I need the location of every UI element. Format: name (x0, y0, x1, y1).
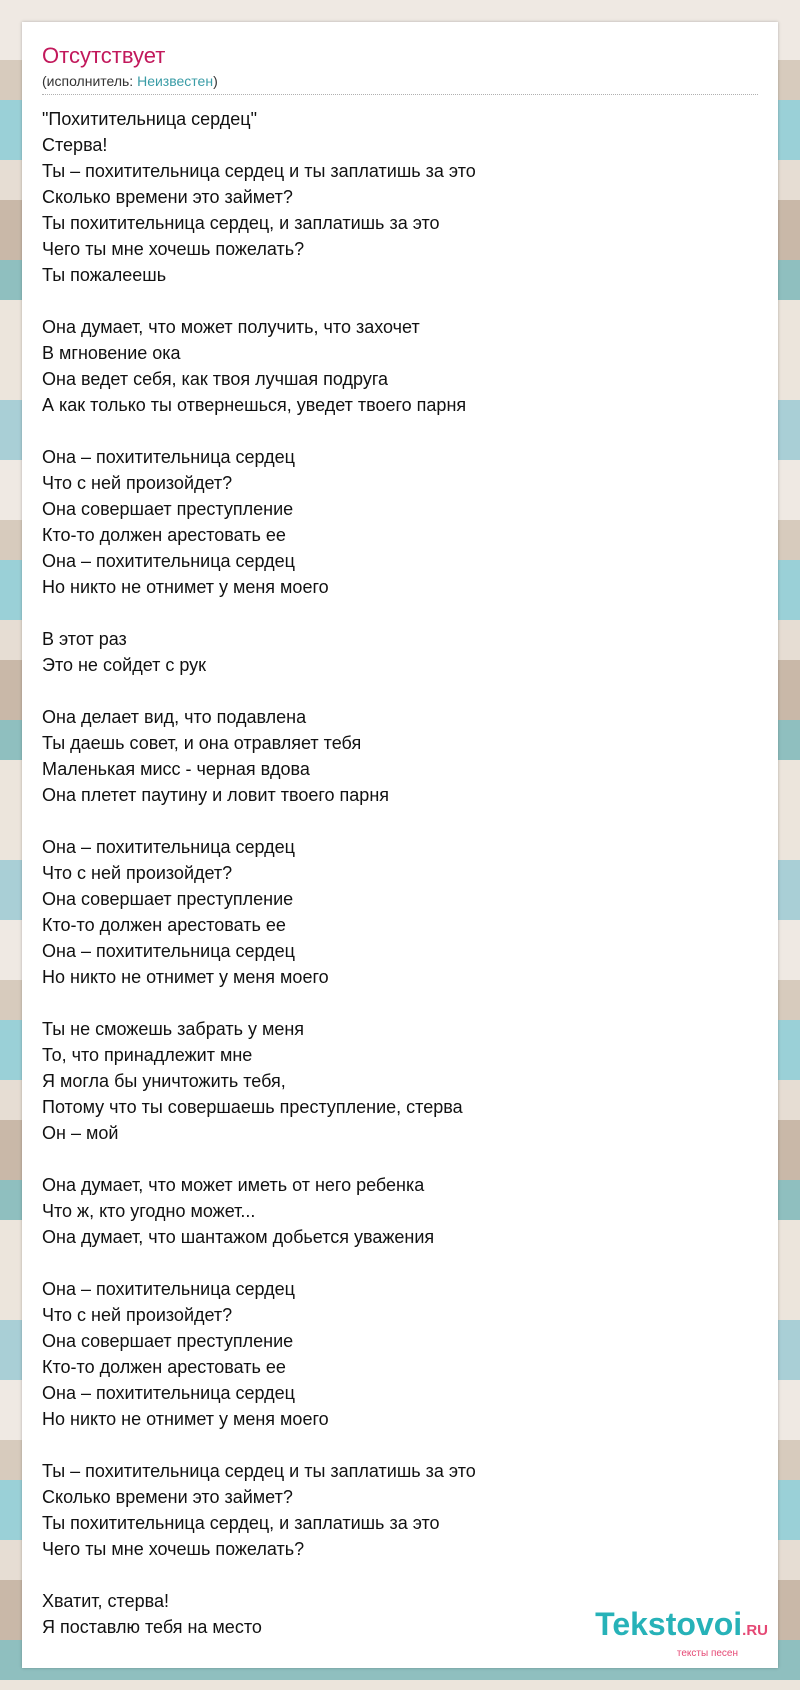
artist-link[interactable]: Неизвестен (137, 73, 214, 89)
lyrics-card (22, 22, 778, 1668)
logo-wordmark (595, 1607, 768, 1648)
lyric-line: А как только ты отвернешься, уведет твоего парня (42, 395, 467, 415)
lyric-line: Она – похитительница сердец (42, 551, 295, 571)
lyric-line: Я поставлю тебя на место (42, 1617, 262, 1637)
lyric-line: Ты – похитительница сердец и ты заплатишь за это (42, 1461, 476, 1481)
logo-tagline: тексты песен (676, 1648, 738, 1659)
lyric-line: "Похитительница сердец" (42, 109, 257, 129)
lyric-line: Она – похитительница сердец (42, 447, 295, 467)
lyric-line: В мгновение ока (42, 343, 181, 363)
lyric-line: То, что принадлежит мне (42, 1045, 253, 1065)
lyric-line: Она – похитительница сердец (42, 837, 295, 857)
lyric-line: Что с ней произойдет? (42, 1305, 233, 1325)
lyric-line: В этот раз (42, 629, 127, 649)
lyric-line: Но никто не отнимет у меня моего (42, 967, 329, 987)
lyric-line: Что с ней произойдет? (42, 473, 233, 493)
lyric-line: Она делает вид, что подавлена (42, 707, 307, 727)
lyric-line: Он – мой (42, 1123, 119, 1143)
lyric-line: Она ведет себя, как твоя лучшая подруга (42, 369, 389, 389)
lyric-line: Она думает, что может получить, что захочет (42, 317, 420, 337)
lyric-line: Кто-то должен арестовать ее (42, 915, 286, 935)
lyric-line: Она – похитительница сердец (42, 941, 295, 961)
lyric-line: Она совершает преступление (42, 889, 294, 909)
lyrics-stanza (42, 1458, 758, 1562)
lyric-line: Ты не сможешь забрать у меня (42, 1019, 305, 1039)
lyrics-stanza (42, 314, 758, 418)
site-logo[interactable] (595, 1607, 768, 1660)
lyrics-stanza (42, 444, 758, 600)
lyric-line: Потому что ты совершаешь преступление, стерва (42, 1097, 463, 1117)
lyric-line: Она – похитительница сердец (42, 1383, 295, 1403)
logo-tld: .RU (742, 1622, 768, 1639)
lyric-line: Сколько времени это займет? (42, 1487, 293, 1507)
lyric-line: Она думает, что шантажом добьется уважения (42, 1227, 435, 1247)
lyric-line: Хватит, стерва! (42, 1591, 169, 1611)
lyric-line: Маленькая мисс - черная вдова (42, 759, 310, 779)
lyric-line: Стерва! (42, 135, 108, 155)
logo-name: Tekstovoi (595, 1606, 743, 1642)
lyrics-stanza (42, 834, 758, 990)
lyrics-stanza (42, 1172, 758, 1250)
lyric-line: Ты похитительница сердец, и заплатишь за это (42, 213, 440, 233)
lyric-line: Что с ней произойдет? (42, 863, 233, 883)
lyric-line: Сколько времени это займет? (42, 187, 293, 207)
lyric-line: Ты похитительница сердец, и заплатишь за это (42, 1513, 440, 1533)
lyric-line: Чего ты мне хочешь пожелать? (42, 239, 305, 259)
lyric-line: Это не сойдет с рук (42, 655, 207, 675)
byline-prefix: (исполнитель: (42, 73, 138, 89)
title-divider (42, 94, 758, 95)
lyric-line: Ты – похитительница сердец и ты заплатишь за это (42, 161, 476, 181)
artist-byline (42, 72, 218, 90)
byline-suffix: ) (213, 73, 218, 89)
lyrics-stanza (42, 1016, 758, 1146)
lyric-line: Ты пожалеешь (42, 265, 167, 285)
lyric-line: Я могла бы уничтожить тебя, (42, 1071, 286, 1091)
lyric-line: Но никто не отнимет у меня моего (42, 577, 329, 597)
lyrics-stanza (42, 1276, 758, 1432)
lyrics-stanza (42, 704, 758, 808)
lyric-line: Кто-то должен арестовать ее (42, 525, 286, 545)
lyric-line: Она – похитительница сердец (42, 1279, 295, 1299)
lyric-line: Чего ты мне хочешь пожелать? (42, 1539, 305, 1559)
lyric-line: Она плетет паутину и ловит твоего парня (42, 785, 390, 805)
lyric-line: Что ж, кто угодно может... (42, 1201, 256, 1221)
lyric-line: Кто-то должен арестовать ее (42, 1357, 286, 1377)
lyric-line: Ты даешь совет, и она отравляет тебя (42, 733, 362, 753)
lyrics-text (42, 106, 758, 1640)
lyrics-stanza (42, 106, 758, 288)
lyric-line: Но никто не отнимет у меня моего (42, 1409, 329, 1429)
song-title: Отсутствует (42, 43, 166, 68)
lyric-line: Она совершает преступление (42, 499, 294, 519)
lyric-line: Она совершает преступление (42, 1331, 294, 1351)
lyric-line: Она думает, что может иметь от него ребенка (42, 1175, 425, 1195)
lyrics-stanza (42, 626, 758, 678)
